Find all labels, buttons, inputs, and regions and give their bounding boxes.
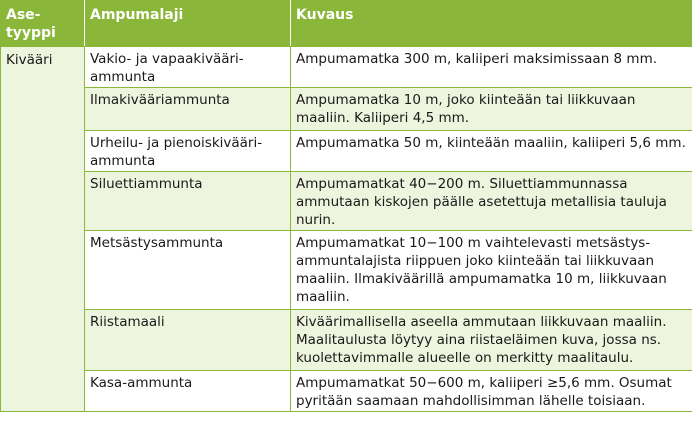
discipline-cell: Urheilu- ja pienoiskivääri-ammunta — [85, 131, 291, 172]
description-cell: Ampumamatkat 50−600 m, kaliiperi ≥5,6 mm. Osumat pyritään saamaan mahdollisimman lähelle toisiaan. — [291, 371, 692, 412]
table-row — [1, 371, 692, 412]
table-row — [1, 88, 692, 131]
header-discipline: Ampumalaji — [85, 1, 291, 47]
discipline-cell: Riistamaali — [85, 310, 291, 371]
description-cell: Ampumamatkat 40−200 m. Siluettiammunnassa ammutaan kiskojen päälle asetettuja metallisia tauluja nurin. — [291, 172, 692, 231]
description-cell: Ampumamatka 300 m, kaliiperi maksimissaan 8 mm. — [291, 47, 692, 88]
description-cell: Ampumamatkat 10−100 m vaihtelevasti metsästys-ammuntalajista riippuen joko kiinteään tai liikkuvaan maaliin. Ilmakiväärillä ampumamatka 10 m, liikkuvaan maaliin. — [291, 231, 692, 310]
description-cell: Ampumamatka 10 m, joko kiinteään tai liikkuvaan maaliin. Kaliiperi 4,5 mm. — [291, 88, 692, 131]
table-row — [1, 231, 692, 310]
table-row — [1, 131, 692, 172]
discipline-cell: Ilmakivääriammunta — [85, 88, 291, 131]
description-cell: Kiväärimallisella aseella ammutaan liikkuvaan maaliin. Maalitaulusta löytyy aina riistaeläimen kuva, jossa ns. kuolettavimmalle alueelle on merkitty maalitaulu. — [291, 310, 692, 371]
discipline-cell: Metsästysammunta — [85, 231, 291, 310]
table-row — [1, 172, 692, 231]
discipline-cell: Vakio- ja vapaakivääri-ammunta — [85, 47, 291, 88]
weapon-type-cell: Kivääri — [1, 47, 85, 412]
description-cell: Ampumamatka 50 m, kiinteään maaliin, kaliiperi 5,6 mm. — [291, 131, 692, 172]
header-description: Kuvaus — [291, 1, 692, 47]
discipline-cell: Siluettiammunta — [85, 172, 291, 231]
table-row — [1, 310, 692, 371]
table-row — [1, 47, 692, 88]
header-weapon-type: Ase-tyyppi — [1, 1, 85, 47]
header-row — [1, 1, 692, 47]
discipline-cell: Kasa-ammunta — [85, 371, 291, 412]
